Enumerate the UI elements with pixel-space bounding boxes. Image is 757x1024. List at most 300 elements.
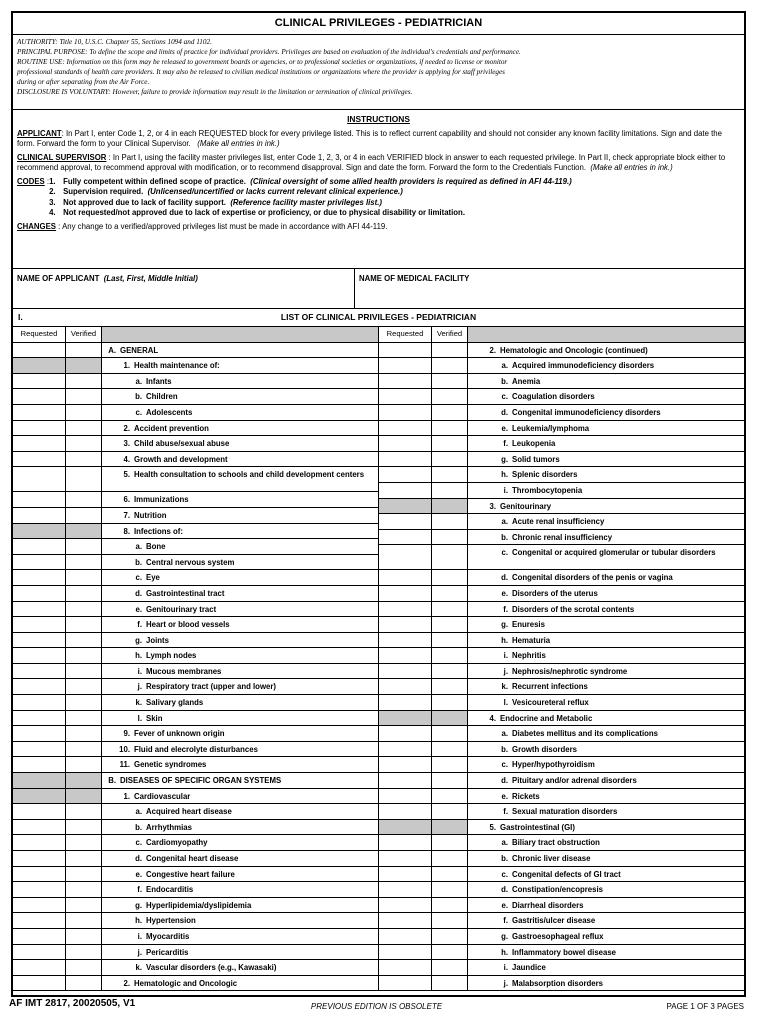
privilege-text [102, 711, 378, 726]
privilege-row [379, 835, 744, 851]
requested-cell[interactable] [379, 945, 432, 960]
verified-cell[interactable] [66, 508, 102, 523]
requested-cell[interactable] [13, 492, 66, 507]
privilege-row [13, 524, 378, 540]
requested-cell[interactable] [13, 726, 66, 741]
requested-cell[interactable] [13, 882, 66, 897]
privilege-label: 2. [489, 345, 496, 355]
requested-cell[interactable] [13, 945, 66, 960]
verified-cell[interactable] [66, 882, 102, 897]
verified-cell[interactable] [432, 617, 468, 632]
verified-cell[interactable] [432, 452, 468, 467]
requested-cell[interactable] [379, 483, 432, 498]
requested-cell[interactable] [13, 929, 66, 944]
privilege-label: 8. [123, 526, 130, 536]
verified-cell[interactable] [432, 679, 468, 694]
verified-cell[interactable] [66, 976, 102, 991]
requested-cell [13, 524, 66, 539]
requested-cell[interactable] [13, 602, 66, 617]
verified-cell[interactable] [432, 483, 468, 498]
requested-cell[interactable] [13, 695, 66, 710]
requested-cell[interactable] [379, 851, 432, 866]
privilege-text [468, 679, 744, 694]
requested-cell[interactable] [379, 545, 432, 569]
privilege-text [102, 835, 378, 850]
verified-cell[interactable] [432, 851, 468, 866]
verified-cell[interactable] [66, 664, 102, 679]
requested-cell[interactable] [379, 514, 432, 529]
privilege-description: Anemia [512, 376, 541, 386]
verified-cell[interactable] [432, 960, 468, 975]
verified-cell[interactable] [66, 913, 102, 928]
verified-cell[interactable] [66, 421, 102, 436]
privilege-label: 5. [123, 470, 130, 480]
requested-cell[interactable] [379, 695, 432, 710]
privilege-description: Acquired immunodeficiency disorders [512, 361, 655, 371]
requested-cell[interactable] [13, 648, 66, 663]
privilege-description: Child abuse/sexual abuse [134, 439, 230, 449]
privilege-description: Endocarditis [146, 885, 194, 895]
privilege-row [13, 945, 378, 961]
requested-cell[interactable] [379, 617, 432, 632]
verified-cell[interactable] [432, 514, 468, 529]
verified-cell[interactable] [66, 467, 102, 491]
privilege-row [379, 602, 744, 618]
verified-cell[interactable] [66, 960, 102, 975]
verified-cell[interactable] [66, 695, 102, 710]
verified-cell[interactable] [432, 421, 468, 436]
instructions-section [13, 110, 744, 269]
privilege-row [379, 851, 744, 867]
verified-cell[interactable] [432, 695, 468, 710]
privilege-description: Acute renal insufficiency [512, 517, 605, 527]
privilege-label: e. [501, 900, 508, 910]
privileges-form [11, 11, 746, 997]
privilege-row [13, 617, 378, 633]
privilege-text [102, 524, 378, 539]
privilege-description: Gastritis/ulcer disease [512, 916, 596, 926]
requested-cell[interactable] [379, 405, 432, 420]
verified-cell[interactable] [432, 742, 468, 757]
requested-cell[interactable] [13, 570, 66, 585]
privilege-text [102, 374, 378, 389]
supervisor-ink-note: (Make all entries in ink.) [590, 163, 673, 172]
privilege-description: Hyper/hypothyroidism [512, 760, 595, 770]
privilege-label: b. [501, 376, 508, 386]
verified-cell[interactable] [66, 679, 102, 694]
codes-label-wrap: CODES : [17, 176, 50, 186]
page-number: PAGE 1 OF 3 PAGES [666, 1002, 744, 1011]
privilege-description: Heart or blood vessels [146, 620, 230, 630]
privilege-text [102, 882, 378, 897]
verified-cell[interactable] [432, 976, 468, 991]
verified-cell[interactable] [432, 343, 468, 358]
applicant-label: APPLICANT [17, 128, 62, 138]
verified-cell[interactable] [432, 602, 468, 617]
verified-cell[interactable] [66, 492, 102, 507]
requested-cell[interactable] [13, 436, 66, 451]
verified-cell[interactable] [432, 804, 468, 819]
verified-cell[interactable] [432, 898, 468, 913]
privilege-description: Congenital defects of GI tract [512, 869, 621, 879]
privilege-label: h. [501, 635, 508, 645]
privilege-text [468, 633, 744, 648]
obsolete-notice: PREVIOUS EDITION IS OBSOLETE [310, 1002, 443, 1011]
privilege-text [102, 789, 378, 804]
requested-cell[interactable] [13, 405, 66, 420]
requested-cell[interactable] [13, 452, 66, 467]
verified-cell [432, 711, 468, 726]
verified-cell[interactable] [66, 586, 102, 601]
privilege-row [13, 898, 378, 914]
privilege-text [468, 976, 744, 991]
privilege-text [102, 358, 378, 373]
requested-cell[interactable] [13, 421, 66, 436]
privacy-line: ROUTINE USE: Information on this form may be released to government boards or agencies, or to professional societies or organizations, if needed to license or monitor [17, 58, 508, 66]
form-title: CLINICAL PRIVILEGES - PEDIATRICIAN [13, 13, 744, 35]
privilege-label: f. [137, 620, 142, 630]
verified-cell[interactable] [432, 358, 468, 373]
privilege-description: Diarrheal disorders [512, 900, 584, 910]
requested-cell[interactable] [379, 773, 432, 788]
requested-cell[interactable] [379, 648, 432, 663]
verified-cell[interactable] [66, 570, 102, 585]
supervisor-label: CLINICAL SUPERVISOR [17, 152, 107, 162]
privilege-row [379, 530, 744, 546]
privilege-row [379, 773, 744, 789]
requested-cell [379, 499, 432, 514]
privilege-label: c. [135, 407, 142, 417]
verified-cell[interactable] [66, 617, 102, 632]
verified-cell[interactable] [432, 545, 468, 569]
verified-cell[interactable] [432, 913, 468, 928]
requested-cell[interactable] [379, 467, 432, 482]
privilege-description: Vascular disorders (e.g., Kawasaki) [146, 963, 277, 973]
applicant-name-field[interactable] [13, 269, 355, 308]
privilege-label: 11. [119, 760, 130, 770]
privilege-text [468, 789, 744, 804]
requested-cell[interactable] [13, 679, 66, 694]
privilege-description: Chronic liver disease [512, 854, 591, 863]
column-header-row [13, 327, 378, 343]
verified-cell[interactable] [432, 882, 468, 897]
privilege-description: Adolescents [146, 407, 193, 417]
requested-header: Requested [379, 327, 432, 342]
privilege-text [102, 648, 378, 663]
privilege-text [468, 530, 744, 545]
verified-cell[interactable] [66, 436, 102, 451]
requested-cell[interactable] [13, 633, 66, 648]
privilege-label: 6. [123, 495, 130, 505]
requested-cell[interactable] [13, 867, 66, 882]
verified-cell[interactable] [66, 539, 102, 554]
requested-cell[interactable] [379, 602, 432, 617]
privilege-row [379, 960, 744, 976]
verified-cell[interactable] [432, 374, 468, 389]
privilege-text [468, 882, 744, 897]
verified-cell[interactable] [432, 773, 468, 788]
requested-cell[interactable] [13, 913, 66, 928]
requested-cell[interactable] [379, 570, 432, 585]
privilege-row [13, 467, 378, 492]
requested-cell[interactable] [13, 804, 66, 819]
verified-cell[interactable] [66, 452, 102, 467]
privilege-description: Pericarditis [146, 947, 189, 957]
requested-cell[interactable] [13, 539, 66, 554]
privilege-row [379, 586, 744, 602]
applicant-name-label: NAME OF APPLICANT [17, 274, 100, 283]
applicant-instruction [17, 129, 740, 150]
verified-cell[interactable] [66, 633, 102, 648]
verified-cell[interactable] [66, 757, 102, 772]
privilege-label: A. [108, 345, 116, 355]
supervisor-text: : In Part I, using the facility master privileges list, enter Code 1, 2, 3, or 4 in each VERIFIED block in answer to each requested privilege. In Part II, check appropriate block either to recommend approval, to recommend approval with modification, or to recommend disapproval. Sign and date the form. Forward the form to the Credentials Function. [17, 152, 726, 172]
privilege-text [468, 742, 744, 757]
requested-cell[interactable] [379, 898, 432, 913]
applicant-text: : In Part I, enter Code 1, 2, or 4 in each REQUESTED block for every privilege listed. This is to reflect current capability and should not consider any known facility limitations. Sign and date the form. Forward the form to your Clinical Supervisor. [17, 128, 722, 148]
requested-cell[interactable] [13, 820, 66, 835]
verified-cell[interactable] [66, 711, 102, 726]
privilege-description: Leukopenia [512, 439, 556, 449]
requested-cell[interactable] [379, 976, 432, 991]
privilege-label: i. [503, 651, 508, 661]
privilege-label: f. [503, 439, 508, 449]
verified-cell[interactable] [432, 929, 468, 944]
verified-cell[interactable] [432, 835, 468, 850]
medical-facility-label: NAME OF MEDICAL FACILITY [359, 274, 470, 283]
code-number: 1. [49, 176, 56, 186]
privilege-label: e. [501, 588, 508, 598]
requested-cell[interactable] [13, 555, 66, 570]
requested-cell[interactable] [13, 898, 66, 913]
privilege-description: DISEASES OF SPECIFIC ORGAN SYSTEMS [120, 776, 282, 786]
verified-cell[interactable] [66, 929, 102, 944]
verified-cell[interactable] [432, 789, 468, 804]
privilege-label: 7. [123, 510, 130, 520]
privilege-label: d. [501, 776, 508, 786]
requested-cell[interactable] [13, 389, 66, 404]
privilege-text [468, 757, 744, 772]
requested-cell[interactable] [13, 508, 66, 523]
verified-cell[interactable] [66, 726, 102, 741]
verified-cell [432, 820, 468, 835]
codes-list [49, 177, 572, 219]
privilege-label: j. [503, 666, 508, 676]
requested-cell[interactable] [379, 530, 432, 545]
privilege-row [379, 648, 744, 664]
privilege-text [468, 545, 744, 569]
verified-cell[interactable] [66, 898, 102, 913]
requested-cell[interactable] [13, 374, 66, 389]
verified-cell [66, 773, 102, 788]
requested-cell[interactable] [379, 436, 432, 451]
verified-cell[interactable] [432, 436, 468, 451]
privilege-row [13, 851, 378, 867]
verified-cell[interactable] [432, 530, 468, 545]
verified-cell[interactable] [66, 742, 102, 757]
header-shade [102, 327, 378, 342]
privilege-text [468, 617, 744, 632]
requested-cell[interactable] [13, 617, 66, 632]
privilege-label: h. [135, 916, 142, 926]
privilege-label: g. [501, 454, 508, 464]
privilege-text [102, 508, 378, 523]
verified-cell[interactable] [66, 555, 102, 570]
verified-cell [66, 524, 102, 539]
privacy-line: professional standards of health care providers. It may also be released to civilian medical institutions or organizations where the provider is applying for staff privileges [17, 68, 505, 76]
privilege-label: a. [501, 361, 508, 371]
requested-cell[interactable] [13, 835, 66, 850]
privilege-label: 5. [489, 822, 496, 832]
privilege-row [379, 945, 744, 961]
requested-cell[interactable] [379, 835, 432, 850]
privilege-text [102, 421, 378, 436]
privilege-row [13, 602, 378, 618]
verified-cell[interactable] [66, 648, 102, 663]
requested-cell[interactable] [379, 586, 432, 601]
privilege-label: a. [501, 729, 508, 739]
requested-cell[interactable] [379, 882, 432, 897]
privilege-label: j. [137, 947, 142, 957]
requested-cell[interactable] [379, 960, 432, 975]
verified-cell[interactable] [432, 633, 468, 648]
privilege-description: Rickets [512, 791, 540, 801]
requested-cell[interactable] [379, 913, 432, 928]
privilege-label: j. [503, 978, 508, 988]
requested-cell[interactable] [13, 742, 66, 757]
verified-cell[interactable] [66, 804, 102, 819]
verified-cell[interactable] [66, 867, 102, 882]
privilege-description: Respiratory tract (upper and lower) [146, 682, 276, 692]
verified-cell[interactable] [66, 389, 102, 404]
verified-cell[interactable] [66, 343, 102, 358]
verified-cell[interactable] [432, 945, 468, 960]
verified-cell[interactable] [432, 757, 468, 772]
code-number: 4. [49, 208, 56, 217]
privilege-row [13, 804, 378, 820]
privilege-description: Splenic disorders [512, 470, 578, 480]
privacy-line: DISCLOSURE IS VOLUNTARY: However, failure to provide information may result in the limitation or termination of clinical privileges. [17, 88, 413, 96]
requested-cell[interactable] [379, 343, 432, 358]
privilege-description: Immunizations [134, 495, 189, 505]
privilege-row [379, 913, 744, 929]
verified-cell[interactable] [66, 602, 102, 617]
privilege-row [379, 405, 744, 421]
medical-facility-field[interactable] [355, 269, 473, 308]
verified-cell[interactable] [432, 726, 468, 741]
requested-cell[interactable] [379, 633, 432, 648]
requested-cell[interactable] [13, 664, 66, 679]
requested-cell[interactable] [13, 586, 66, 601]
privilege-label: 4. [123, 454, 130, 464]
privilege-row [13, 742, 378, 758]
requested-cell [379, 820, 432, 835]
privilege-text [102, 617, 378, 632]
requested-cell[interactable] [13, 960, 66, 975]
requested-cell[interactable] [379, 867, 432, 882]
privilege-text [468, 898, 744, 913]
verified-cell[interactable] [66, 851, 102, 866]
privilege-label: 3. [489, 501, 496, 511]
privilege-row [13, 711, 378, 727]
requested-cell[interactable] [379, 757, 432, 772]
privilege-text [102, 570, 378, 585]
privilege-label: f. [503, 807, 508, 817]
requested-cell[interactable] [379, 726, 432, 741]
privilege-description: Vesicoureteral reflux [512, 698, 589, 708]
verified-cell [66, 358, 102, 373]
privilege-text [468, 514, 744, 529]
privacy-line: AUTHORITY: Title 10, U.S.C. Chapter 55, Sections 1094 and 1102. [17, 38, 212, 46]
verified-cell[interactable] [432, 389, 468, 404]
requested-cell[interactable] [379, 929, 432, 944]
requested-cell[interactable] [379, 789, 432, 804]
verified-cell[interactable] [66, 374, 102, 389]
requested-cell[interactable] [379, 374, 432, 389]
privilege-text [468, 913, 744, 928]
requested-cell[interactable] [13, 711, 66, 726]
verified-cell[interactable] [432, 405, 468, 420]
privilege-label: c. [501, 392, 508, 402]
privilege-description: Nutrition [134, 510, 167, 520]
verified-cell[interactable] [432, 467, 468, 482]
privilege-label: 10. [119, 744, 130, 754]
verified-cell[interactable] [432, 648, 468, 663]
privilege-label: k. [501, 682, 508, 692]
privilege-label: e. [501, 791, 508, 801]
verified-cell[interactable] [66, 835, 102, 850]
list-title-text: LIST OF CLINICAL PRIVILEGES - PEDIATRICIAN [280, 312, 477, 322]
privilege-label: c. [501, 869, 508, 879]
requested-cell[interactable] [379, 452, 432, 467]
header-shade [468, 327, 744, 342]
privilege-label: b. [501, 532, 508, 542]
privilege-row [379, 343, 744, 359]
requested-cell[interactable] [13, 467, 66, 491]
verified-cell[interactable] [432, 586, 468, 601]
privilege-description: Leukemia/lymphoma [512, 423, 590, 433]
privilege-label: e. [135, 869, 142, 879]
privilege-text [102, 405, 378, 420]
privilege-label: d. [501, 885, 508, 895]
requested-cell[interactable] [379, 421, 432, 436]
privilege-row [13, 508, 378, 524]
verified-cell[interactable] [432, 570, 468, 585]
requested-cell[interactable] [13, 343, 66, 358]
privilege-description: Malabsorption disorders [512, 978, 603, 988]
requested-cell[interactable] [13, 757, 66, 772]
privilege-label: 2. [123, 978, 130, 988]
requested-cell[interactable] [379, 664, 432, 679]
privilege-text [102, 695, 378, 710]
requested-cell[interactable] [379, 742, 432, 757]
requested-cell[interactable] [379, 358, 432, 373]
privilege-row [13, 539, 378, 555]
verified-cell[interactable] [432, 664, 468, 679]
requested-cell[interactable] [13, 976, 66, 991]
verified-cell[interactable] [432, 867, 468, 882]
verified-cell[interactable] [66, 405, 102, 420]
privilege-row [379, 867, 744, 883]
requested-cell[interactable] [379, 389, 432, 404]
privilege-text [102, 555, 378, 570]
requested-cell[interactable] [379, 679, 432, 694]
privilege-description: Salivary glands [146, 698, 204, 708]
requested-cell[interactable] [379, 804, 432, 819]
verified-cell[interactable] [66, 820, 102, 835]
verified-cell[interactable] [66, 945, 102, 960]
requested-cell[interactable] [13, 851, 66, 866]
